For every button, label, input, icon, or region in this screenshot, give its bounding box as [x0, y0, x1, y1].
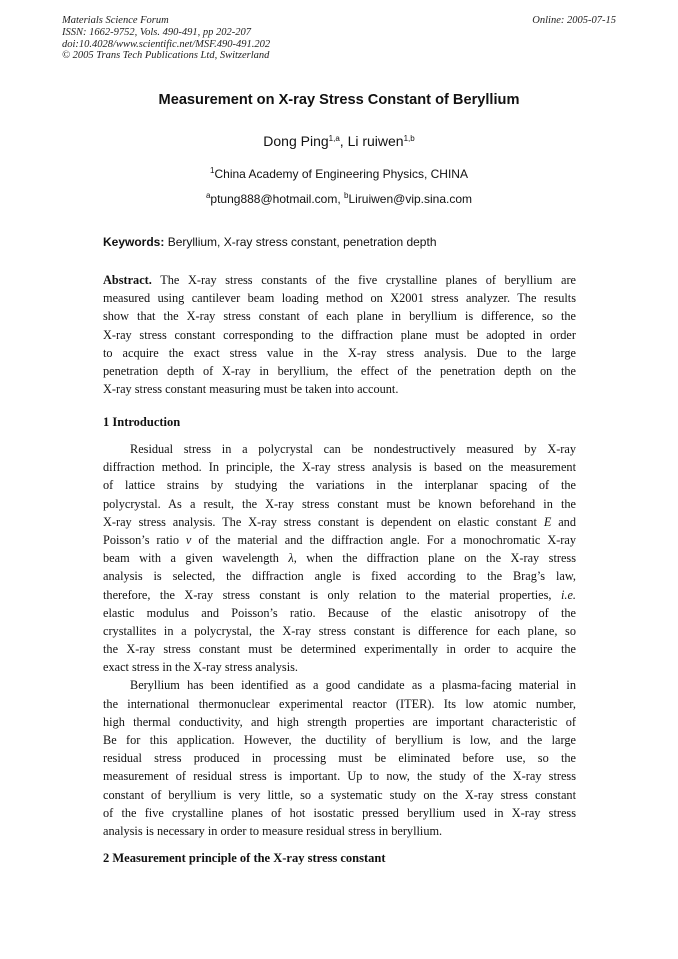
email-b[interactable]: Liruiwen@vip.sina.com [348, 192, 473, 206]
symbol-E: E [543, 514, 552, 529]
ie-abbrev: i.e. [560, 587, 576, 602]
intro-p2-line: Be for this application. However, the ductility of beryllium is low, and the large [103, 733, 576, 747]
intro-p1-line: therefore, the X-ray stress constant is only relation to the material properties, i.e. [103, 587, 576, 602]
intro-p1-line: crystallites in a polycrystal, the X-ray stress constant is difference for each plane, so [103, 623, 576, 638]
affiliation-text: China Academy of Engineering Physics, CHINA [214, 167, 468, 181]
keywords-text: Beryllium, X-ray stress constant, penetration depth [164, 235, 437, 249]
symbol-nu: ν [185, 532, 192, 547]
author-line [0, 133, 678, 149]
affiliation-sup: 1 [210, 166, 215, 175]
online-date [532, 15, 616, 27]
intro-p1-line: elastic modulus and Poisson’s ratio. Because of the elastic anisotropy of the [103, 605, 576, 620]
affiliation [0, 167, 678, 181]
intro-p2-line: residual stress produced in processing must be eliminated before use, so the [103, 751, 576, 766]
journal-name: Materials Science Forum [62, 15, 169, 26]
introduction-body [103, 440, 576, 840]
author-2-name: Li ruiwen [347, 133, 404, 149]
abstract-line: penetration depth of X-ray in beryllium, the effect of the penetration depth on the [103, 363, 576, 378]
intro-p1-line: Poisson’s ratio ν of the material and the diffraction angle. For a monochromatic X-ray [103, 532, 576, 547]
intro-p1-line: X-ray stress analysis. The X-ray stress constant is dependent on elastic constant E and [103, 514, 576, 529]
intro-p2-line: Beryllium has been identified as a good candidate as a plasma-facing material in [130, 678, 576, 693]
intro-p2-line: the international thermonuclear experimental reactor (ITER). Its low atomic number, [103, 696, 576, 711]
intro-p1-line: exact stress in the X-ray stress analysis. [103, 660, 298, 675]
abstract-line: measured using cantilever beam loading method on X2001 stress analyzer. The results [103, 291, 576, 306]
intro-p2-line: constant of beryllium is very little, so a systematic study on the X-ray stress constant [103, 787, 576, 802]
intro-p1-line: polycrystal. As a result, the X-ray stress constant must be known beforehand in the [103, 496, 576, 511]
intro-p1-line: diffraction method. In principle, the X-ray stress analysis is based on the measurement [103, 460, 576, 475]
journal-header [62, 15, 270, 62]
abstract-line: Abstract. The X-ray stress constants of the five crystalline planes of beryllium are [103, 273, 576, 287]
intro-p1-line: of lattice strains by studying the variations in the interplanar spacing of the [103, 478, 576, 493]
abstract-line: X-ray stress constant corresponding to the diffraction plane must be adopted in order [103, 327, 576, 342]
intro-p1-line: beam with a given wavelength λ, when the diffraction plane on the X-ray stress [103, 551, 576, 566]
author-1-name: Dong Ping [263, 133, 329, 149]
abstract-line: X-ray stress constant measuring must be taken into account. [103, 382, 399, 397]
abstract-label: Abstract. [103, 273, 152, 287]
intro-p1-line: Residual stress in a polycrystal can be nondestructively measured by X-ray [130, 442, 576, 456]
abstract-line: to acquire the exact stress value in the X-ray stress analysis. Due to the large [103, 345, 576, 360]
paper-title: Measurement on X-ray Stress Constant of Beryllium [158, 92, 520, 108]
intro-p1-line: the X-ray stress constant must be determined experimentally in order to acquire the [103, 642, 576, 657]
abstract [103, 271, 576, 398]
email-b-sup: b [344, 191, 349, 200]
section-1-heading: 1 Introduction [103, 415, 181, 429]
online-date-text: Online: 2005-07-15 [532, 15, 616, 26]
author-1-sup: 1,a [328, 134, 340, 143]
intro-p2-line: of the five crystalline planes of hot isostatic pressed beryllium used in X-ray stress [103, 805, 576, 820]
section-2-heading: 2 Measurement principle of the X-ray stress constant [103, 851, 386, 865]
email-a[interactable]: ptung888@hotmail.com [210, 192, 338, 206]
symbol-lambda: λ [288, 551, 294, 566]
author-2-sup: 1,b [403, 134, 415, 143]
keywords-label: Keywords: [103, 235, 165, 249]
email-a-sup: a [205, 191, 211, 200]
email-line [0, 192, 678, 206]
intro-p1-line: analysis is selected, the diffraction angle is fixed according to the Brag’s law, [103, 569, 576, 584]
intro-p2-line: measurement of residual stress is important. Up to now, the study of the X-ray stress [103, 769, 576, 784]
intro-p2-line: high thermal conductivity, and high strength properties are important characteristic of [103, 714, 576, 729]
author-separator: , [339, 133, 348, 149]
issn-line: ISSN: 1662-9752, Vols. 490-491, pp 202-207 [62, 26, 251, 38]
keywords [103, 235, 578, 249]
intro-p2-line: analysis is necessary in order to measure residual stress in beryllium. [103, 823, 443, 838]
doi-line: doi:10.4028/www.scientific.net/MSF.490-491.202 [62, 38, 271, 50]
abstract-line: show that the X-ray stress constant of each plane in beryllium is difference, so the [103, 309, 576, 324]
copyright-line: © 2005 Trans Tech Publications Ltd, Switzerland [62, 50, 270, 62]
email-separator: , [337, 192, 345, 206]
